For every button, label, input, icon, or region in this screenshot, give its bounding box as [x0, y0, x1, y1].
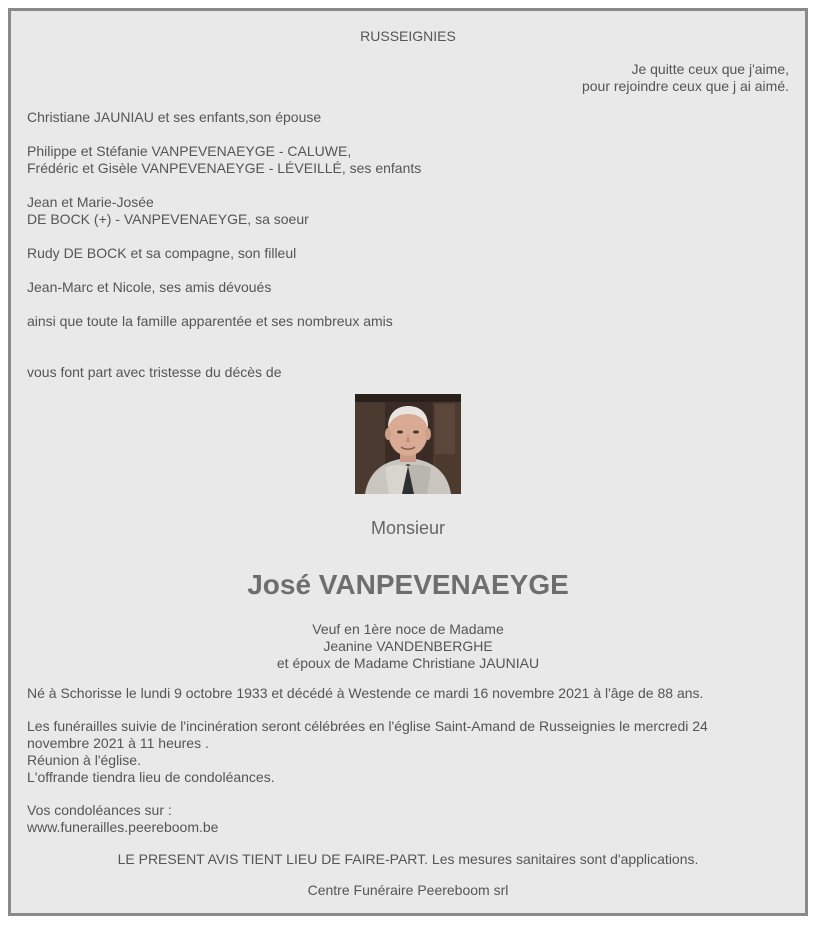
funeral-details [27, 718, 708, 786]
family-sister [27, 194, 309, 228]
announcement-text: vous font part avec tristesse du décès de [27, 364, 282, 380]
family-sister-line: DE BOCK (+) - VANPEVENAEYGE, sa soeur [27, 211, 309, 227]
family-spouse: Christiane JAUNIAU et ses enfants,son épouse [27, 109, 322, 125]
family-children [27, 143, 421, 177]
family-friends: Jean-Marc et Nicole, ses amis dévoués [27, 279, 272, 295]
funeral-line: Les funérailles suivie de l'incinération seront célébrées en l'église Saint-Amand de Russeignies le mercredi 24 [27, 718, 708, 734]
marital-status [11, 621, 805, 672]
footer-company: Centre Funéraire Peereboom srl [307, 882, 509, 898]
condolences-label: Vos condoléances sur : [27, 802, 172, 818]
funeral-line: Réunion à l'église. [27, 752, 141, 768]
condolences-link[interactable]: www.funerailles.peereboom.be [27, 819, 219, 835]
funeral-line: novembre 2021 à 11 heures . [27, 735, 209, 751]
town-heading: RUSSEIGNIES [360, 28, 456, 44]
deceased-portrait [355, 394, 461, 494]
quote-line: pour rejoindre ceux que j ai aimé. [581, 78, 789, 94]
marital-line: et époux de Madame Christiane JAUNIAU [276, 655, 540, 671]
funeral-line: L'offrande tiendra lieu de condoléances. [27, 769, 275, 785]
family-children-line: Frédéric et Gisèle VANPEVENAEYGE - LÉVEILLÉ, ses enfants [27, 160, 422, 176]
footer-notice: LE PRESENT AVIS TIENT LIEU DE FAIRE-PART. Les mesures sanitaires sont d'applications. [117, 851, 699, 867]
condolences [27, 802, 218, 836]
marital-line: Veuf en 1ère noce de Madame [312, 621, 504, 637]
family-sister-line: Jean et Marie-Josée [27, 194, 154, 210]
marital-line: Jeanine VANDENBERGHE [323, 638, 493, 654]
family-children-line: Philippe et Stéfanie VANPEVENAEYGE - CALUWE, [27, 143, 352, 159]
quote-line: Je quitte ceux que j'aime, [631, 61, 789, 77]
birth-death: Né à Schorisse le lundi 9 octobre 1933 et décédé à Westende ce mardi 16 novembre 2021 à l'âge de 88 ans. [27, 685, 704, 701]
quote [582, 61, 789, 95]
family-extended: ainsi que toute la famille apparentée et ses nombreux amis [27, 313, 393, 329]
deceased-name: José VANPEVENAEYGE [247, 569, 569, 600]
family-godson: Rudy DE BOCK et sa compagne, son filleul [27, 245, 297, 261]
deceased-honorific: Monsieur [370, 518, 446, 538]
obituary-card [8, 8, 808, 916]
